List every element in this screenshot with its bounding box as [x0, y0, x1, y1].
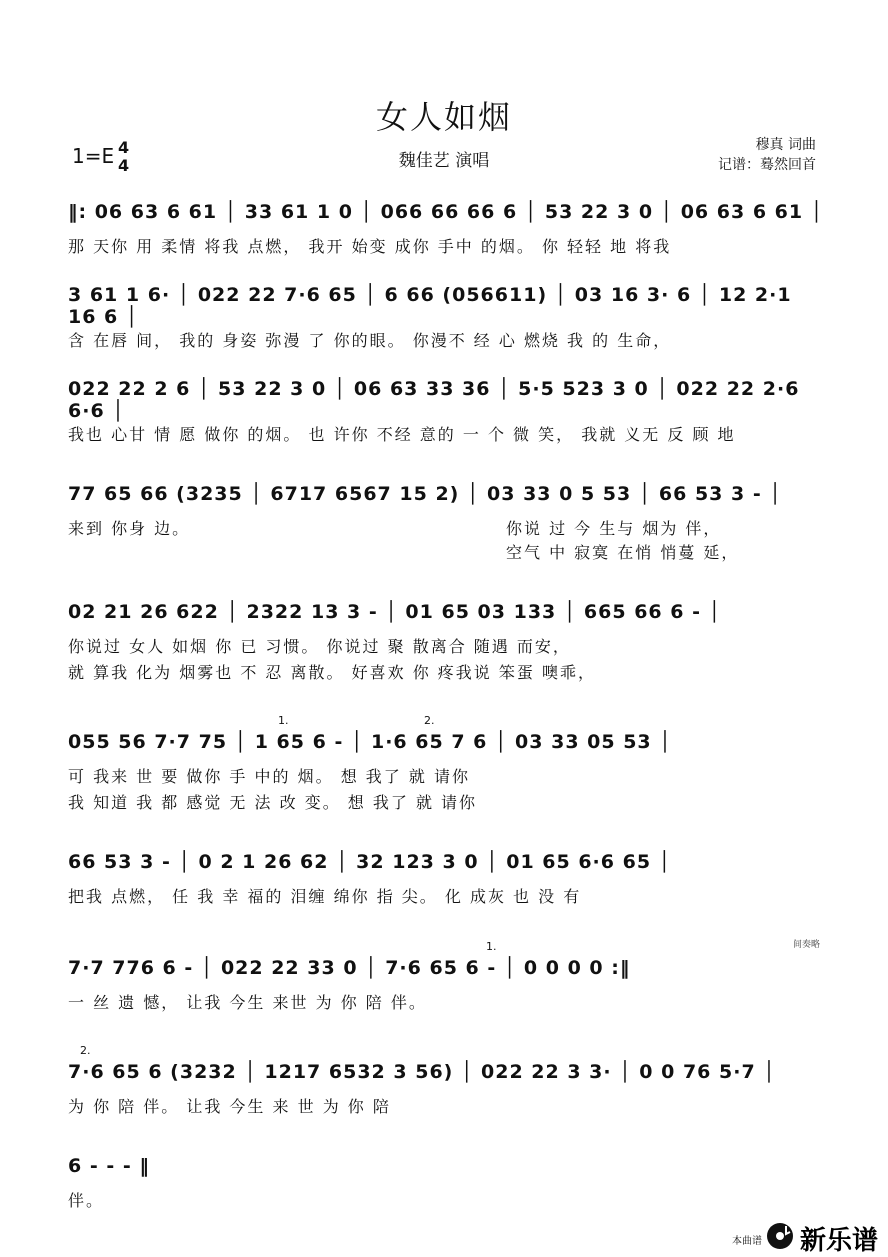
volta-second: 2.: [80, 1044, 91, 1057]
score-system-5: [68, 596, 824, 682]
score-system-4: [68, 478, 824, 562]
notation-line: 022 22 2 6 │ 53 22 3 0 │ 06 63 33 36 │ 5·5 523 3 0 │ 022 22 2·6 6·6 │: [68, 378, 800, 422]
score-system-7: [68, 846, 824, 906]
brand-logo: 新乐谱: [800, 1226, 879, 1256]
notation-line: 02 21 26 622 │ 2322 13 3 - │ 01 65 03 133 │ 665 66 6 - │: [68, 601, 722, 623]
transcriber-credit: 记谱：蓦然回首: [718, 157, 816, 173]
volta-first: 1.: [278, 714, 289, 727]
notation-line: 7·6 65 6 (3232 │ 1217 6532 3 56) │ 022 22 3 3· │ 0 0 76 5·7 │: [68, 1061, 776, 1083]
lyric-line: 含 在唇 间， 我的 身姿 弥漫 了 你的眼。 你漫不 经 心 燃烧 我 的 生命，: [68, 331, 672, 350]
notation-line: 77 65 66 (3235 │ 6717 6567 15 2) │ 03 33 0 5 53 │ 66 53 3 - │: [68, 483, 782, 505]
notation-line: 6 - - - ‖: [68, 1155, 150, 1177]
notation-line: 3 61 1 6· │ 022 22 7·6 65 │ 6 66 (056611) │ 03 16 3· 6 │ 12 2·1 16 6 │: [68, 284, 792, 328]
lyric-line: 那 天你 用 柔情 将我 点燃， 我开 始变 成你 手中 的烟。 你 轻轻 地 将我: [68, 237, 672, 256]
credits-block: [718, 135, 816, 175]
key-signature: 1=E: [72, 144, 115, 168]
score-system-9: [68, 1044, 824, 1116]
lyric-line: 一 丝 遗 憾， 让我 今生 来世 为 你 陪 伴。: [68, 993, 427, 1012]
interlude-note: 间奏略: [793, 940, 821, 950]
notation-line: 7·7 776 6 - │ 022 22 33 0 │ 7·6 65 6 - │ 0 0 0 0 :‖: [68, 957, 631, 979]
lyric-line-verse2: 空气 中 寂寞 在悄 悄蔓 延，: [506, 543, 740, 562]
music-disc-icon: [766, 1222, 794, 1250]
score-system-10: [68, 1150, 824, 1210]
lyric-line-verse1: 你说 过 今 生与 烟为 伴，: [506, 519, 722, 538]
lyric-line-verse2: 我 知道 我 都 感觉 无 法 改 变。 想 我了 就 请你: [68, 793, 478, 812]
notation-line: 055 56 7·7 75 │ 1 65 6 - │ 1·6 65 7 6 │ 03 33 05 53 │: [68, 731, 672, 753]
lyric-line: 为 你 陪 伴。 让我 今生 来 世 为 你 陪: [68, 1097, 391, 1116]
lyric-line: 把我 点燃， 任 我 幸 福的 泪缠 绵你 指 尖。 化 成灰 也 没 有: [68, 887, 582, 906]
score-system-2: [68, 284, 824, 350]
composer-credit: 穆真 词曲: [755, 137, 816, 153]
song-title: 女人如烟: [375, 98, 512, 136]
score-system-1: [68, 196, 824, 256]
score-system-3: [68, 378, 824, 444]
notation-line: ‖: 06 63 6 61 │ 33 61 1 0 │ 066 66 66 6 │ 53 22 3 0 │ 06 63 6 61 │: [68, 201, 824, 223]
notation-line: 66 53 3 - │ 0 2 1 26 62 │ 32 123 3 0 │ 01 65 6·6 65 │: [68, 851, 672, 873]
footer-caption: 本曲谱: [732, 1236, 762, 1247]
lyric-line-verse1: 可 我来 世 要 做你 手 中的 烟。 想 我了 就 请你: [68, 767, 470, 786]
singer-credit: 魏佳艺 演唱: [398, 151, 490, 171]
score-system-6: [68, 714, 824, 812]
lyric-line-verse1: 你说过 女人 如烟 你 已 习惯。 你说过 聚 散离合 随遇 而安，: [68, 637, 571, 656]
lyric-line: 我也 心甘 情 愿 做你 的烟。 也 许你 不经 意的 一 个 微 笑， 我就 义无 反 顾 地: [68, 425, 736, 444]
lyric-line-verse2: 就 算我 化为 烟雾也 不 忍 离散。 好喜欢 你 疼我说 笨蛋 噢乖，: [68, 663, 596, 682]
lyric-line: 伴。: [68, 1191, 105, 1210]
time-sig-bottom: 4: [118, 156, 130, 175]
lyric-line: 来到 你身 边。: [68, 519, 191, 538]
time-sig-top: 4: [118, 138, 130, 157]
volta-first: 1.: [486, 940, 497, 953]
volta-second: 2.: [424, 714, 435, 727]
